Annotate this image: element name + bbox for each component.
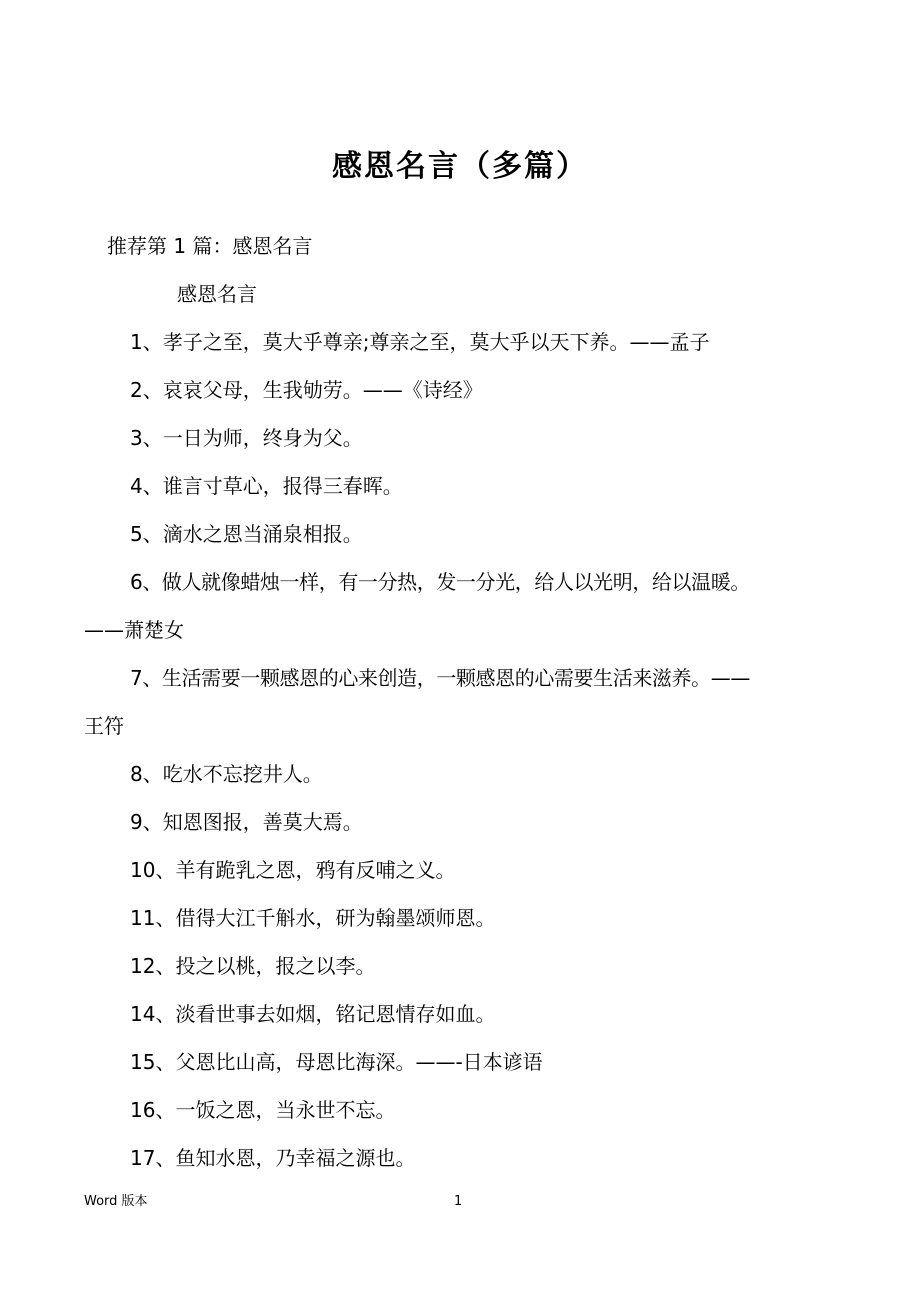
quote-line-10: 10、羊有跪乳之恩，鸦有反哺之义。 [130, 858, 456, 882]
quote-line-1: 1、孝子之至，莫大乎尊亲;尊亲之至，莫大乎以天下养。——孟子 [130, 330, 710, 354]
article-subtitle: 推荐第 1 篇：感恩名言 [107, 234, 313, 258]
page-number: 1 [454, 1194, 463, 1209]
quote-line-17: 17、鱼知水恩，乃幸福之源也。 [130, 1146, 416, 1170]
quote-line-3: 3、一日为师，终身为父。 [130, 426, 363, 450]
footer-label: Word 版本 [84, 1194, 148, 1209]
quote-line-8: 8、吃水不忘挖井人。 [130, 762, 323, 786]
document-title: 感恩名言（多篇） [332, 149, 588, 184]
quote-line-11: 11、借得大江千斛水，研为翰墨颂师恩。 [130, 906, 496, 930]
quote-line-5: 5、滴水之恩当涌泉相报。 [130, 522, 363, 546]
section-heading: 感恩名言 [177, 282, 257, 306]
quote-line-7-continued: 王符 [84, 714, 124, 738]
quote-line-9: 9、知恩图报，善莫大焉。 [130, 810, 363, 834]
quote-line-12: 12、投之以桃，报之以李。 [130, 954, 376, 978]
quote-line-16: 16、一饭之恩，当永世不忘。 [130, 1098, 396, 1122]
quote-line-6: 6、做人就像蜡烛一样，有一分热，发一分光，给人以光明，给以温暖。 [130, 570, 750, 594]
quote-line-2: 2、哀哀父母，生我劬劳。——《诗经》 [130, 378, 483, 402]
quote-line-14: 14、淡看世事去如烟，铭记恩情存如血。 [130, 1002, 496, 1026]
quote-line-15: 15、父恩比山高，母恩比海深。——-日本谚语 [130, 1050, 543, 1074]
quote-line-6-continued: ——萧楚女 [84, 618, 184, 642]
quote-line-7: 7、生活需要一颗感恩的心来创造，一颗感恩的心需要生活来滋养。—— [130, 666, 750, 690]
quote-line-4: 4、谁言寸草心，报得三春晖。 [130, 474, 403, 498]
